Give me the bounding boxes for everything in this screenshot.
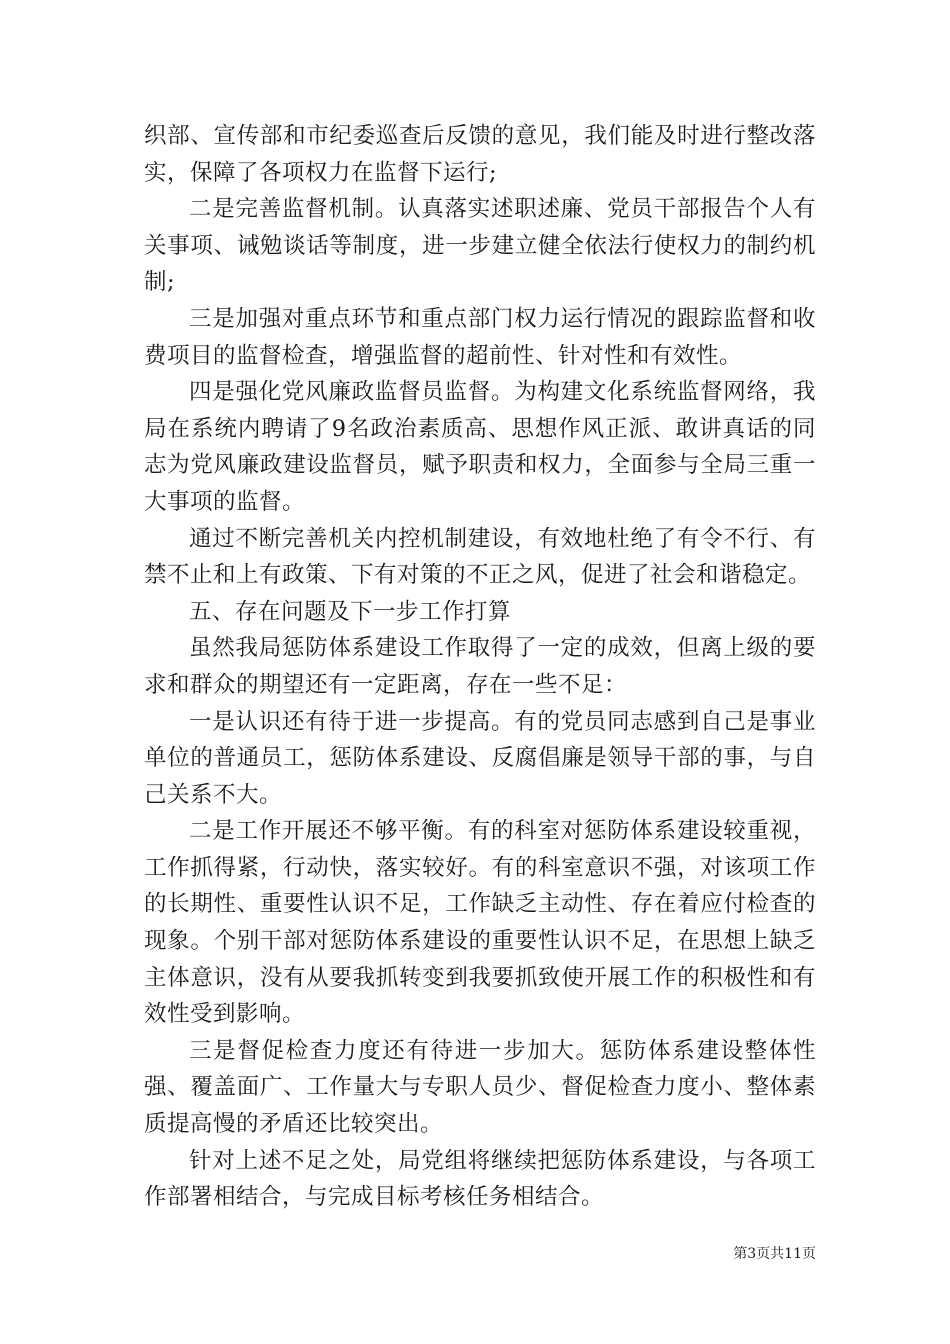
paragraph-11: 针对上述不足之处，局党组将继续把惩防体系建设，与各项工作部署相结合，与完成目标考核任务相结合。 (144, 1147, 816, 1211)
page-number: 第3页共11页 (733, 1246, 816, 1262)
document-body (144, 118, 816, 1216)
paragraph-3: 三是加强对重点环节和重点部门权力运行情况的跟踪监督和收费项目的监督检查，增强监督的超前性、针对性和有效性。 (144, 305, 816, 369)
paragraph-5: 通过不断完善机关内控机制建设，有效地杜绝了有令不行、有禁不止和上有政策、下有对策的不正之风，促进了社会和谐稳定。 (144, 525, 816, 589)
paragraph-2: 二是完善监督机制。认真落实述职述廉、党员干部报告个人有关事项、诫勉谈话等制度，进一步建立健全依法行使权力的制约机制; (144, 196, 816, 296)
paragraph-8: 一是认识还有待于进一步提高。有的党员同志感到自己是事业单位的普通员工，惩防体系建设、反腐倡廉是领导干部的事，与自己关系不大。 (144, 708, 816, 808)
paragraph-1: 织部、宣传部和市纪委巡查后反馈的意见，我们能及时进行整改落实，保障了各项权力在监督下运行; (144, 123, 816, 186)
paragraph-4: 四是强化党风廉政监督员监督。为构建文化系统监督网络，我局在系统内聘请了9名政治素质高、思想作风正派、敢讲真话的同志为党风廉政建设监督员，赋予职责和权力，全面参与全局三重一大事项的监督。 (144, 379, 816, 515)
paragraph-10: 三是督促检查力度还有待进一步加大。惩防体系建设整体性强、覆盖面广、工作量大与专职人员少、督促检查力度小、整体素质提高慢的矛盾还比较突出。 (144, 1037, 816, 1138)
paragraph-7: 虽然我局惩防体系建设工作取得了一定的成效，但离上级的要求和群众的期望还有一定距离，存在一些不足： (144, 635, 816, 698)
paragraph-9: 二是工作开展还不够平衡。有的科室对惩防体系建设较重视，工作抓得紧，行动快，落实较好。有的科室意识不强，对该项工作的长期性、重要性认识不足，工作缺乏主动性、存在着应付检查的现象。个别干部对惩防体系建设的重要性认识不足，在思想上缺乏主体意识，没有从要我抓转变到我要抓致使开展工作的积极性和有效性受到影响。 (144, 818, 816, 1028)
section-heading: 五、存在问题及下一步工作打算 (189, 598, 512, 625)
